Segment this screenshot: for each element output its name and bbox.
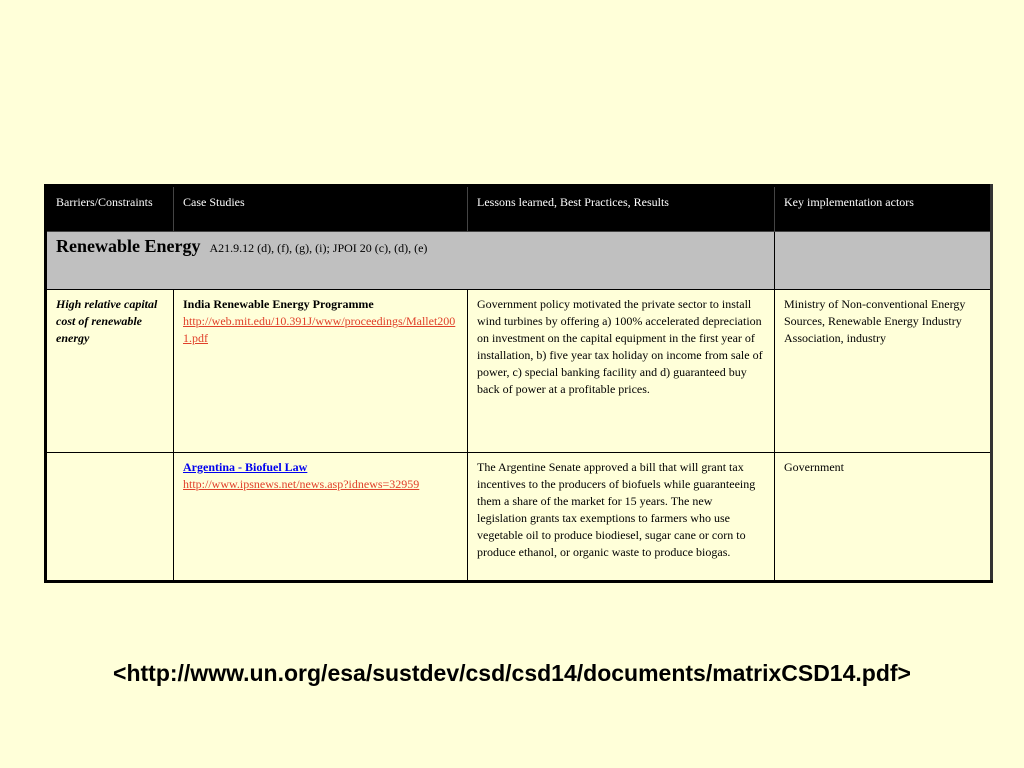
footer-source-url: <http://www.un.org/esa/sustdev/csd/csd14/documents/matrixCSD14.pdf> bbox=[113, 660, 911, 686]
csd-matrix-table bbox=[44, 184, 993, 583]
header-lessons: Lessons learned, Best Practices, Results bbox=[468, 186, 775, 232]
barrier-text: High relative capital cost of renewable energy bbox=[56, 297, 158, 345]
section-heading-cell bbox=[46, 232, 775, 290]
section-title: Renewable Energy bbox=[56, 236, 201, 256]
case-study-url-link[interactable]: http://www.ipsnews.net/news.asp?idnews=32959 bbox=[183, 477, 420, 491]
case-study-cell bbox=[174, 290, 468, 453]
actors-cell: Government bbox=[775, 453, 992, 582]
section-empty-cell bbox=[775, 232, 992, 290]
case-study-url-link[interactable]: http://web.mit.edu/10.391J/www/proceedings/Mallet2001.pdf bbox=[183, 314, 456, 345]
table-row bbox=[46, 290, 992, 453]
case-study-title-link[interactable]: Argentina - Biofuel Law bbox=[183, 460, 308, 474]
table-row bbox=[46, 453, 992, 582]
actors-cell: Ministry of Non-conventional Energy Sources, Renewable Energy Industry Association, industry bbox=[775, 290, 992, 453]
lessons-cell: The Argentine Senate approved a bill that will grant tax incentives to the producers of biofuels while guaranteeing them a share of the market for 15 years. The new legislation grants tax exemptions to farmers who use vegetable oil to produce biodiesel, sugar cane or corn to produce ethanol, or organic waste to produce biogas. bbox=[468, 453, 775, 582]
section-reference: A21.9.12 (d), (f), (g), (i); JPOI 20 (c), (d), (e) bbox=[209, 241, 428, 255]
barrier-cell bbox=[46, 453, 174, 582]
lessons-cell: Government policy motivated the private sector to install wind turbines by offering a) 100% accelerated depreciation on investment on the capital equipment in the first year of installation, b) five year tax holiday on income from sale of power, c) special banking facility and d) guaranteed buy back of power at a profitable prices. bbox=[468, 290, 775, 453]
barrier-cell bbox=[46, 290, 174, 453]
section-row bbox=[46, 232, 992, 290]
header-row bbox=[46, 186, 992, 232]
header-barriers: Barriers/Constraints bbox=[46, 186, 174, 232]
header-case-studies: Case Studies bbox=[174, 186, 468, 232]
case-study-cell bbox=[174, 453, 468, 582]
header-actors: Key implementation actors bbox=[775, 186, 992, 232]
case-study-title: India Renewable Energy Programme bbox=[183, 297, 374, 311]
